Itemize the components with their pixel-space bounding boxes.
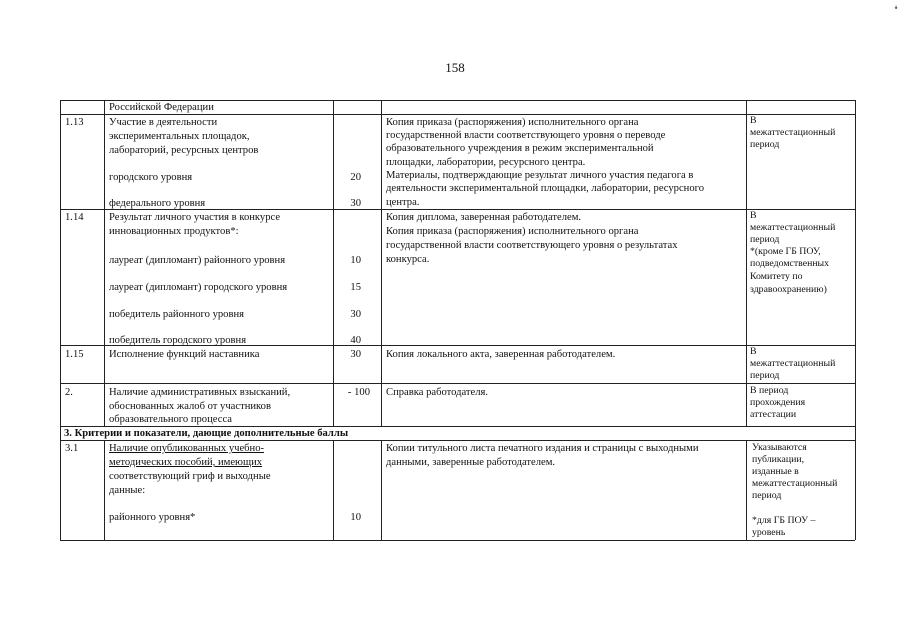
points-value: 10	[350, 255, 361, 266]
note-text: здравоохранению)	[750, 284, 827, 295]
evidence-text: центра.	[386, 197, 420, 208]
note-text: В	[750, 210, 757, 221]
note-text: Указываются	[752, 442, 807, 453]
column-line	[381, 100, 382, 426]
criterion-text: Участие в деятельности	[109, 117, 218, 128]
criterion-text: инновационных продуктов*:	[109, 226, 239, 237]
criterion-text: лабораторий, ресурсных центров	[109, 145, 259, 156]
criterion-text: обоснованных жалоб от участников	[109, 401, 271, 412]
note-text: Комитету по	[750, 271, 803, 282]
points-value: 30	[350, 349, 361, 360]
evidence-text: площадки, лаборатории, ресурсного центра.	[386, 157, 586, 168]
note-text: межаттестационный	[750, 222, 836, 233]
column-line	[333, 440, 334, 540]
note-text: период	[752, 490, 782, 501]
criterion-text: Результат личного участия в конкурсе	[109, 212, 281, 223]
row-number: 3.1	[65, 443, 79, 454]
note-text: прохождения	[750, 397, 806, 408]
note-text: межаттестационный	[752, 478, 838, 489]
evidence-text: государственной власти соответствующего уровня о переводе	[386, 130, 666, 141]
evidence-text: Копия локального акта, заверенная работодателем.	[386, 349, 616, 360]
evidence-text: Копии титульного листа печатного издания и страницы с выходными	[386, 443, 699, 454]
column-line	[746, 440, 747, 540]
criterion-text: методических пособий, имеющих	[109, 457, 263, 468]
note-text: межаттестационный	[750, 358, 836, 369]
points-value: 15	[350, 282, 361, 293]
points-value: 40	[350, 335, 361, 346]
points-value: - 100	[347, 387, 370, 398]
note-text: *(кроме ГБ ПОУ,	[750, 246, 821, 257]
evidence-text: Копия диплома, заверенная работодателем.	[386, 212, 582, 223]
corner-mark: ꜜ	[894, 6, 898, 15]
evidence-text: Копия приказа (распоряжения) исполнительного органа	[386, 117, 639, 128]
row-number: 2.	[65, 387, 73, 398]
criterion-text: соответствующий гриф и выходные	[109, 471, 271, 482]
note-text: межаттестационный	[750, 127, 836, 138]
row-number: 1.13	[65, 117, 84, 128]
row-number: 1.15	[65, 349, 84, 360]
evidence-text: конкурса.	[386, 254, 430, 265]
points-value: 30	[350, 309, 361, 320]
criterion-text: Наличие опубликованных учебно-	[109, 443, 265, 454]
row-number: 1.14	[65, 212, 84, 223]
column-line	[60, 100, 61, 540]
evidence-text: Материалы, подтверждающие результат личного участия педагога в	[386, 170, 694, 181]
note-text: период	[750, 234, 780, 245]
points-value: 20	[350, 172, 361, 183]
page-number: 158	[445, 60, 465, 75]
note-text: период	[750, 370, 780, 381]
note-text: публикации,	[752, 454, 805, 465]
criterion-text: Наличие административных взысканий,	[109, 387, 291, 398]
row-line	[60, 540, 855, 541]
item-label: городского уровня	[109, 172, 193, 183]
item-label: победитель городского уровня	[109, 335, 247, 346]
note-text: В	[750, 346, 757, 357]
note-text: уровень	[752, 527, 786, 538]
column-line	[104, 440, 105, 540]
row-line	[60, 383, 855, 384]
note-text: аттестации	[750, 409, 797, 420]
item-label: районного уровня*	[109, 512, 196, 523]
item-label: победитель районного уровня	[109, 309, 244, 320]
note-text: период	[750, 139, 780, 150]
evidence-text: данными, заверенные работодателем.	[386, 457, 556, 468]
evidence-text: деятельности экспериментальной площадки, лаборатории, ресурсного	[386, 183, 704, 194]
evidence-text: государственной власти соответствующего уровня о результатах	[386, 240, 678, 251]
criterion-text: Российской Федерации	[109, 102, 214, 113]
criterion-text: образовательного процесса	[109, 414, 232, 425]
note-text: В	[750, 115, 757, 126]
item-label: лауреат (дипломант) районного уровня	[109, 255, 286, 266]
column-line	[746, 100, 747, 426]
column-line	[855, 100, 856, 540]
note-text: *для ГБ ПОУ –	[752, 515, 816, 526]
item-label: лауреат (дипломант) городского уровня	[109, 282, 288, 293]
criterion-text: экспериментальных площадок,	[109, 131, 250, 142]
note-text: изданные в	[752, 466, 799, 477]
column-line	[381, 440, 382, 540]
points-value: 10	[350, 512, 361, 523]
points-value: 30	[350, 198, 361, 209]
criterion-text: данные:	[109, 485, 146, 496]
section-header: 3. Критерии и показатели, дающие дополнительные баллы	[64, 428, 349, 439]
evidence-text: Справка работодателя.	[386, 387, 489, 398]
item-label: федерального уровня	[109, 198, 206, 209]
evidence-text: образовательного учреждения в режим экспериментальной	[386, 143, 654, 154]
column-line	[104, 100, 105, 426]
evidence-text: Копия приказа (распоряжения) исполнительного органа	[386, 226, 639, 237]
criterion-text: Исполнение функций наставника	[109, 349, 260, 360]
note-text: подведомственных	[750, 258, 830, 269]
note-text: В период	[750, 385, 789, 396]
